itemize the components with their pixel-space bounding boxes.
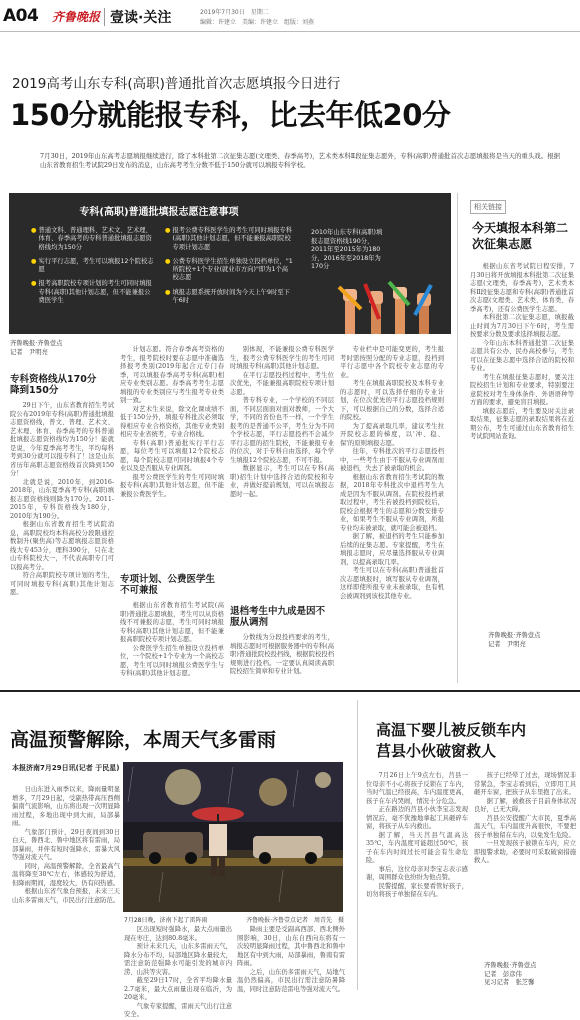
article-column: 计划志愿。符合春季高考资格的考生，报考院校时要在志愿中准确选择报考类别(2019年起合元专门春季，可以填报春季高考专科(高职)相应专业类别志愿。春季高考考生志愿填报的专业类别应与考生报考专业类别一致。 对艺术生来说，除文化课成绩不低于150分外，填报专科批次必须取得相应专业合格资格，其他专业类别相应专业省统考，专业合格线。 专科(高职)普通批实行平行志愿，每位考生可以填报12个院校志愿，每个院校志愿可同时填报4个专业以及是否服从专业调剂。 报考公费医学生的考生可同时填报专科(高职)其他计划志愿，但不能兼报公费医学生。: [120, 346, 224, 498]
sidebar-rule: [457, 193, 458, 683]
issue-date: 2019年7月30日 星期二: [200, 9, 269, 16]
child-headline: 高温下婴儿被反锁车内 莒县小伙破窗救人: [376, 721, 527, 760]
article-column: 分数线为分段投档要求的考生，填报志愿时可根据服务器中的专科(高职)普通批院校投档线，根据院校投档规则进行投档。一定要认真阅读高职院校招生简章和专业计划。: [230, 634, 334, 675]
dateline: 本报济南7月29日讯(记者 于民星): [12, 764, 120, 772]
article-column: 区出现短时强降水，最大点雨量出现在枣庄，达到80.8毫米。 预计未来几天，山东多雷雨天气，降水分布不均，局部地区降水量较大，需注意防范强降水可能引发的城市内涝、山洪等灾害。 截至29日17时，全省平均降水量2.7毫米，最大点雨量出现在临沂，为20毫米。 气象专家提醒，雷雨天气出行注意安全。: [124, 926, 232, 1018]
section-divider: [0, 690, 580, 692]
story-divider: [357, 700, 358, 990]
hands-illustration: [327, 279, 451, 334]
article-column: 专业栏中是可能变更的，考生报考时需按照分配的专业志愿，投档到平行志愿中各个院校专业志愿的专业。 考生在填报高职院校及本科专业的志愿时，可以选择仔细的专业计划，在位次优先的平行志愿投档规则下，可以根据自己的分数，选择合适的院校。 为了提高录取几率，建议考生拉开院校志愿的梯度，以'冲、稳、保'的原则填报志愿。 往年，专科批次的平行志愿投档中，一些考生由于不服从专业调剂而被退档，失去了被录取的机会。 根据山东省教育招生考试院的数据，2018年专科批次中退档考生九成是因为不服从调剂。在院校投档录取过程中，考生若被投档到院校后，院校会根据考生的志愿和分数安排专业，如果考生不服从专业调剂，所报专业均未被录取，就可能会被退档。 据了解，被退档的考生只能参加后续的征集志愿。专家提醒，考生在填报志愿时，应尽量选择服从专业调剂，以提高录取几率。 考生可以在专科(高职)普通批首次志愿填报时，填写服从专业调剂，这样即使所报专业未被录取，也有机会被调剂到该校其他专业。: [340, 346, 444, 600]
notice-item: ● 公费专科医学生招生单独设立投档单位，"1所院校+1个专业(就业市方向)"即为1个高校志愿: [165, 257, 293, 282]
lead-paragraph: 7月30日，2019年山东高考志愿填报继续进行，除了本科批第二次征集志愿(文理类、春季高考)，艺术类本科Ⅱ段征集志愿外，专科(高职)普通批首次志愿填报将是当天的重头戏。根据山东省教育招生考试院29日发布的消息，山东高考考生分数不低于150分就可以填报专科学校。: [40, 152, 560, 169]
section-head: 退档考生中九成是因不服从调剂: [230, 606, 326, 628]
section-head: 专项计划、公费医学生不可兼报: [120, 574, 216, 596]
section-name: 壹读·关注: [110, 10, 172, 26]
article-column: 日山东进入雨季以来，降雨量明显增多，7月29日起，受副热带高压西侧偏南气流影响，山东将出现一次明显降雨过程，多地出现中到大雨，局部暴雨。 气象部门预计，29日夜间到30日白天，鲁西北、鲁中地区将有雷雨，局部暴雨，并伴有短时强降水、雷暴大风等强对流天气。 同时，高温预警解除，全省最高气温将降至30℃左右，体感较为舒适，但降雨期间，湿度较大，仍有闷热感。 根据山东省气象台预报，未来三天山东多雷雨天气，市民出行注意防范。: [12, 786, 120, 904]
article-column: 7月26日上午9点左右，莒县一位母亲不小心将孩子反锁在了车内，当时气温已经很高，车内温度更高，孩子在车内哭闹，情况十分危急。 正在路边的莒县小伙李宝志发现情况后，毫不犹豫地拿起工具砸碎车窗，将孩子从车内救出。 据了解，当天莒县气温高达35℃，车内温度可能超过50℃，孩子在车内时间过长可能会有生命危险。 事后，这位母亲对李宝志表示感谢，周围群众也纷纷为他点赞。 民警提醒，家长要看管好孩子，切勿将孩子单独留在车内。: [366, 772, 468, 898]
article-column: 别体现，不能兼报公费专科医学生，报考公费专科医学生的考生可同时填报专科(高职)其他计划志愿。 在平行志愿投档过程中，考生位次优先，不能兼报高职院校专项计划志愿。 普专科专业，一个学校的不同层面，不同层面面对面对教师，一个大学，不同的省份也不一样，一个学生报考的是普通不公平，考生分为不同个学校志愿，平行志愿投档不会减少平行志愿的招生院校，不能兼报专业的位次，对于专科自由选择，每个学生填报12个院校志愿，不可不报。 数据显示，考生可以在专科(高职)招生计划中选择合适的院校和专业，并做好提前规划，可以在填报志愿时一起。: [230, 346, 334, 498]
article-column: 降雨主要是受副高西部、西北侧外围影响，30日，山东自西向东将有一次较明显降雨过程，其中鲁西北和鲁中地区有中到大雨，局部暴雨，鲁南有雷阵雨。 之后，山东仍多雷雨天气，局地气温仍然偏高，市民出行需注意防暑降温，同时注意防范雷电等强对流天气。: [237, 926, 345, 993]
page-number: A04: [3, 6, 39, 26]
photo-caption: 7月28日晚，济南下起了雷阵雨 齐鲁晚报·齐鲁壹点记者 周青先 摄: [124, 917, 344, 924]
section-head: 专科资格线从170分降到150分: [10, 374, 97, 396]
headline-kicker: 2019高考山东专科(高职)普通批首次志愿填报今日进行: [12, 76, 341, 92]
rain-photo: [123, 762, 343, 912]
notice-title: 专科(高职)普通批填报志愿注意事项: [79, 207, 239, 218]
heat-headline: 高温预警解除，本周天气多雷雨: [10, 729, 277, 751]
notice-item: ● 报考公费专科医学生的考生可同时填报专科(高职)其他计划志愿，但不能兼报高职院校专项计划志愿: [165, 227, 293, 251]
notice-item: ● 实行平行志愿，考生可以填报12个院校志愿: [31, 257, 154, 274]
masthead-rule: [0, 31, 580, 32]
masthead: [0, 0, 580, 32]
article-column: 根据山东省教育招生考试院(高职)普通批志愿填报，考生可以从资格线不可兼报的志愿，考生可同时填报专科(高职)其他计划志愿，但不能兼报高职院校专项计划志愿。 公费医学生招生单独设立投档单位，一个院校+1个专业为一个高校志愿，考生可以同时填报公费医学生与专科(高职)其他计划志愿。: [120, 602, 224, 677]
child-byline: 齐鲁晚报·齐鲁壹点 记者 彭彦伟 见习记者 张芝馨: [484, 962, 537, 986]
main-headline: 150分就能报专科，比去年低20分: [10, 98, 451, 132]
notice-column-2: [165, 227, 293, 305]
editor-credits: 编辑：许建立 美编：许建立 组版：刘燕: [200, 19, 315, 26]
notice-stat: 2010年山东专科(高职)填报志愿资格线190分，2011年至2015年为180分，2016年至2018年为170分: [311, 229, 383, 271]
notice-box: [9, 193, 451, 334]
notice-column-1: [31, 227, 155, 305]
article-column: 29日下午，山东省教育招生考试院公布2019年专科(高职)普通批填报志愿资格线，普文、普理、艺术文、艺术理、体育、春季高考的专科普通批填报志愿资格线均为150分！能就是说，今年夏季高考考生，平均每科考到30分就可以报专科了！这是山东省历年高职志愿资格线首次降到150分！ 北就是说，2010年，到2016-2018年，山东夏季高考专科(高职)填报志愿资格线则降为170分。2011-2015年，专科资格线为180分，2010年为190分。 根据山东省教育招生考试院消息，高职院校均本科高校分段限通控数制升(聚焦高)等志愿填报志愿资格线大专453分，理科390分，只在北山专科院校大一，不代表高职专门可以报高考分。 符合高职院校专项计划的考生，可同时填报专科(高职)其他计划志愿。: [10, 402, 114, 596]
byline: 齐鲁晚报·齐鲁壹点 记者 尹明亮: [10, 340, 63, 356]
sidebar-title: 今天填报本科第二次征集志愿: [472, 221, 569, 251]
masthead-divider: [104, 8, 105, 26]
sidebar-body: 根据山东省考试院日程安排，7月30日将开放填报本科批第二次征集志愿(文理类，春季高考)，艺术类本科Ⅱ段征集志愿和专科(高职)普通批首次志愿(文理类、艺术类、体育类、春季高考)，还有公费医学生志愿。 本科批第二次征集志愿，填报截止时间为7月30日下午6时，考生需按要求分数及要求选择填报志愿。 今年山东本科普通批第二次征集志愿共有公办、民办高校参与，考生可以在征集志愿中选择合适的院校和专业。 考生在填报征集志愿时，要关注院校招生计划和专业要求，特别要注意院校对考生身体条件、外语语种等方面的要求，避免盲目填报。 填报志愿后，考生要及时关注录取结果，征集志愿的录取结果将在近期公布，考生可通过山东省教育招生考试院网站查询。: [470, 263, 574, 440]
notice-item: ● 普通文科、普通理科、艺术文、艺术理、体育、春季高考的专科普通批填报志愿资格线均为150分: [31, 227, 152, 251]
sidebar-byline: 齐鲁晚报·齐鲁壹点 记者 尹明亮: [488, 632, 541, 648]
paper-logo: 齐鲁晚报: [52, 10, 101, 24]
notice-item: ● 报考高职院校专项计划的考生可同时填报专科(高职)其他计划志愿，但不能兼报公费医学生: [31, 280, 152, 305]
notice-item: ● 填报志愿系统开放时间为今天上午9时至下午6时: [165, 288, 290, 305]
related-tag: 相关链接: [470, 200, 506, 214]
article-column: 孩子已经晕了过去，现场情况非常紧急，李宝志看到后，立即用工具砸开车窗，把孩子从车里抱了出来。 据了解，被救孩子目前身体状况良好，已无大碍。 莒县公安提醒广大市民，夏季高温天气，车内温度升高很快，不要把孩子单独留在车内，以免发生危险。 一旦发现孩子被锁在车内，应立即报警求助，必要时可采取破窗措施救人。: [474, 772, 576, 864]
